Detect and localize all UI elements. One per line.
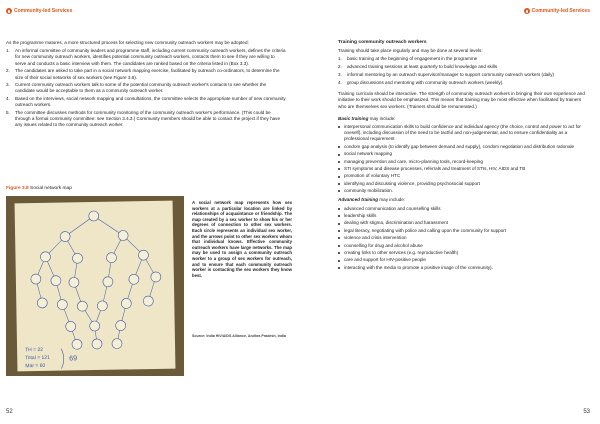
list-item: 2. The candidates are asked to take part in a social network mapping exercise, facilitated by outreach co-ordinators, to determine the size of their social networks of sex workers (see Figure 3.8). xyxy=(6,68,280,80)
list-item: identifying and discussing violence, providing psychosocial support xyxy=(338,181,590,187)
selection-process-text xyxy=(6,40,286,130)
list-item: 3. Current community outreach workers talk to some of the potential community outreach worker's contacts to see whether the candidate would be acceptable to them as a community outreach worker. xyxy=(6,82,267,94)
basic-training-heading: Basic training may include: xyxy=(338,115,396,121)
list-item: 4. group discussions and mentoring with community outreach workers (weekly). xyxy=(338,79,504,85)
header-label: Community-led Services xyxy=(14,8,73,14)
list-item: interpersonal communication skills to build confidence and individual agency (the choice, control and power to act for oneself), including discussion of the need to be tactful and non-judgemental, and to ensure confidentiality as a professional requirement xyxy=(338,124,590,143)
advanced-training-list xyxy=(338,206,590,271)
list-item: condom gap analysis (to identify gap between demand and supply), condom negotiation and distribution rationale xyxy=(338,144,590,150)
figure-caption-title: Social network map xyxy=(30,186,72,191)
training-levels xyxy=(338,56,590,85)
map-legend-line: Total = 121 xyxy=(25,354,50,362)
header-label: Community-led Services xyxy=(531,8,590,14)
page-number: 52 xyxy=(6,409,13,415)
list-item: 4. Based on the interviews, social network mapping and consultations, the committee selects the appropriate number of new community outreach workers. xyxy=(6,96,286,108)
logo-icon xyxy=(524,8,530,14)
list-item: social network mapping xyxy=(338,151,590,157)
list-item: interacting with the media to promote a positive image of the community). xyxy=(338,265,590,271)
list-item: 1. An informal committee of community leaders and programme staff, including current community outreach workers, defines the criteria for new community outreach workers, identifies potential community outreach workers, contacts them to see if they are willing to serve and conducts a basic interview with them. The candidates are ranked based on the criteria listed in (Box 3.3). xyxy=(6,48,286,66)
list-item: STI symptoms and disease processes, referrals and treatment of STIs, HIV, AIDS and TB xyxy=(338,166,590,172)
right-page xyxy=(300,0,600,424)
list-item: 1. basic training at the beginning of engagement in the programme xyxy=(338,56,478,62)
figure-source: Source: India HIV/AIDS Alliance, Andhra Pradesh, India xyxy=(192,334,286,338)
map-total: 69 xyxy=(69,355,78,363)
list-item: 3. informal mentoring by an outreach supervisor/manager to support community outreach workers (daily) xyxy=(338,71,555,77)
basic-training-list xyxy=(338,124,590,194)
training-paragraph: Training curricula should be interactive. The strength of community outreach workers in bringing their own experience and initiative to their work should be emphasized. This means that training may be most effective when facilitated by trainers who are themselves sex workers. (Trainers should be remunerated.) xyxy=(338,91,585,109)
section-title: Training community outreach workers xyxy=(338,40,427,45)
list-item: legal literacy, negotiating with police and calling upon the community for support xyxy=(338,228,590,234)
list-item: creating links to other services (e.g. reproductive health) xyxy=(338,250,590,256)
network-drawing xyxy=(15,201,176,372)
section-intro: Training should take place regularly and may be done at several levels: xyxy=(338,48,483,54)
list-item: advanced communication and counselling skills xyxy=(338,206,590,212)
list-item: 5. The committee discusses methods for community monitoring of the community outreach worker's performance. (This could be through a formal community committee: see Section 3.4.3.) Community members should be able to contact the project if they have any issues related to the community outreach worker. xyxy=(6,110,281,128)
map-legend-line: Mar = 60 xyxy=(25,362,46,370)
list-item: dealing with stigma, discrimination and harassment xyxy=(338,220,590,226)
list-item: leadership skills xyxy=(338,213,590,219)
page-number: 53 xyxy=(583,409,590,415)
map-paper xyxy=(15,201,176,372)
map-legend-line: TH = 22 xyxy=(25,346,44,354)
selection-steps xyxy=(6,48,286,128)
social-network-map-photo xyxy=(6,196,184,376)
intro-paragraph: As the programme matures, a more structured process for selecting new community outreach workers may be adopted: xyxy=(6,40,249,45)
list-item: promotion of voluntary HTC xyxy=(338,173,590,179)
figure-description: A social network map represents how sex workers at a particular location are linked by relationships of acquaintance or friendship. The map created by a sex worker to show his or her degrees of connection to other sex workers. Each circle represents an individual sex worker, and the arrows point to other sex workers whom that individual knows. Effective community outreach workers have large networks. The map may be used to assign a community outreach worker to a group of sex workers for outreach, and to ensure that each community outreach worker is contacting the sex workers they know best. xyxy=(192,200,292,278)
list-item: 2. advanced training sessions at least quarterly to build knowledge and skills xyxy=(338,64,498,70)
list-item: violence and crisis intervention xyxy=(338,235,590,241)
running-header-right xyxy=(524,8,590,14)
list-item: counselling for drug and alcohol abuse xyxy=(338,243,590,249)
figure-title xyxy=(6,186,72,191)
running-header-left xyxy=(6,8,72,14)
training-text xyxy=(338,40,590,274)
list-item: managing prevention and care, micro-planning tools, record-keeping xyxy=(338,159,590,165)
logo-icon xyxy=(6,8,12,14)
list-item: community mobilization. xyxy=(338,188,590,194)
list-item: care and support for HIV-positive people xyxy=(338,257,590,263)
figure-label: Figure 3.8 xyxy=(6,186,29,191)
advanced-training-heading: Advanced training may include: xyxy=(338,197,406,203)
